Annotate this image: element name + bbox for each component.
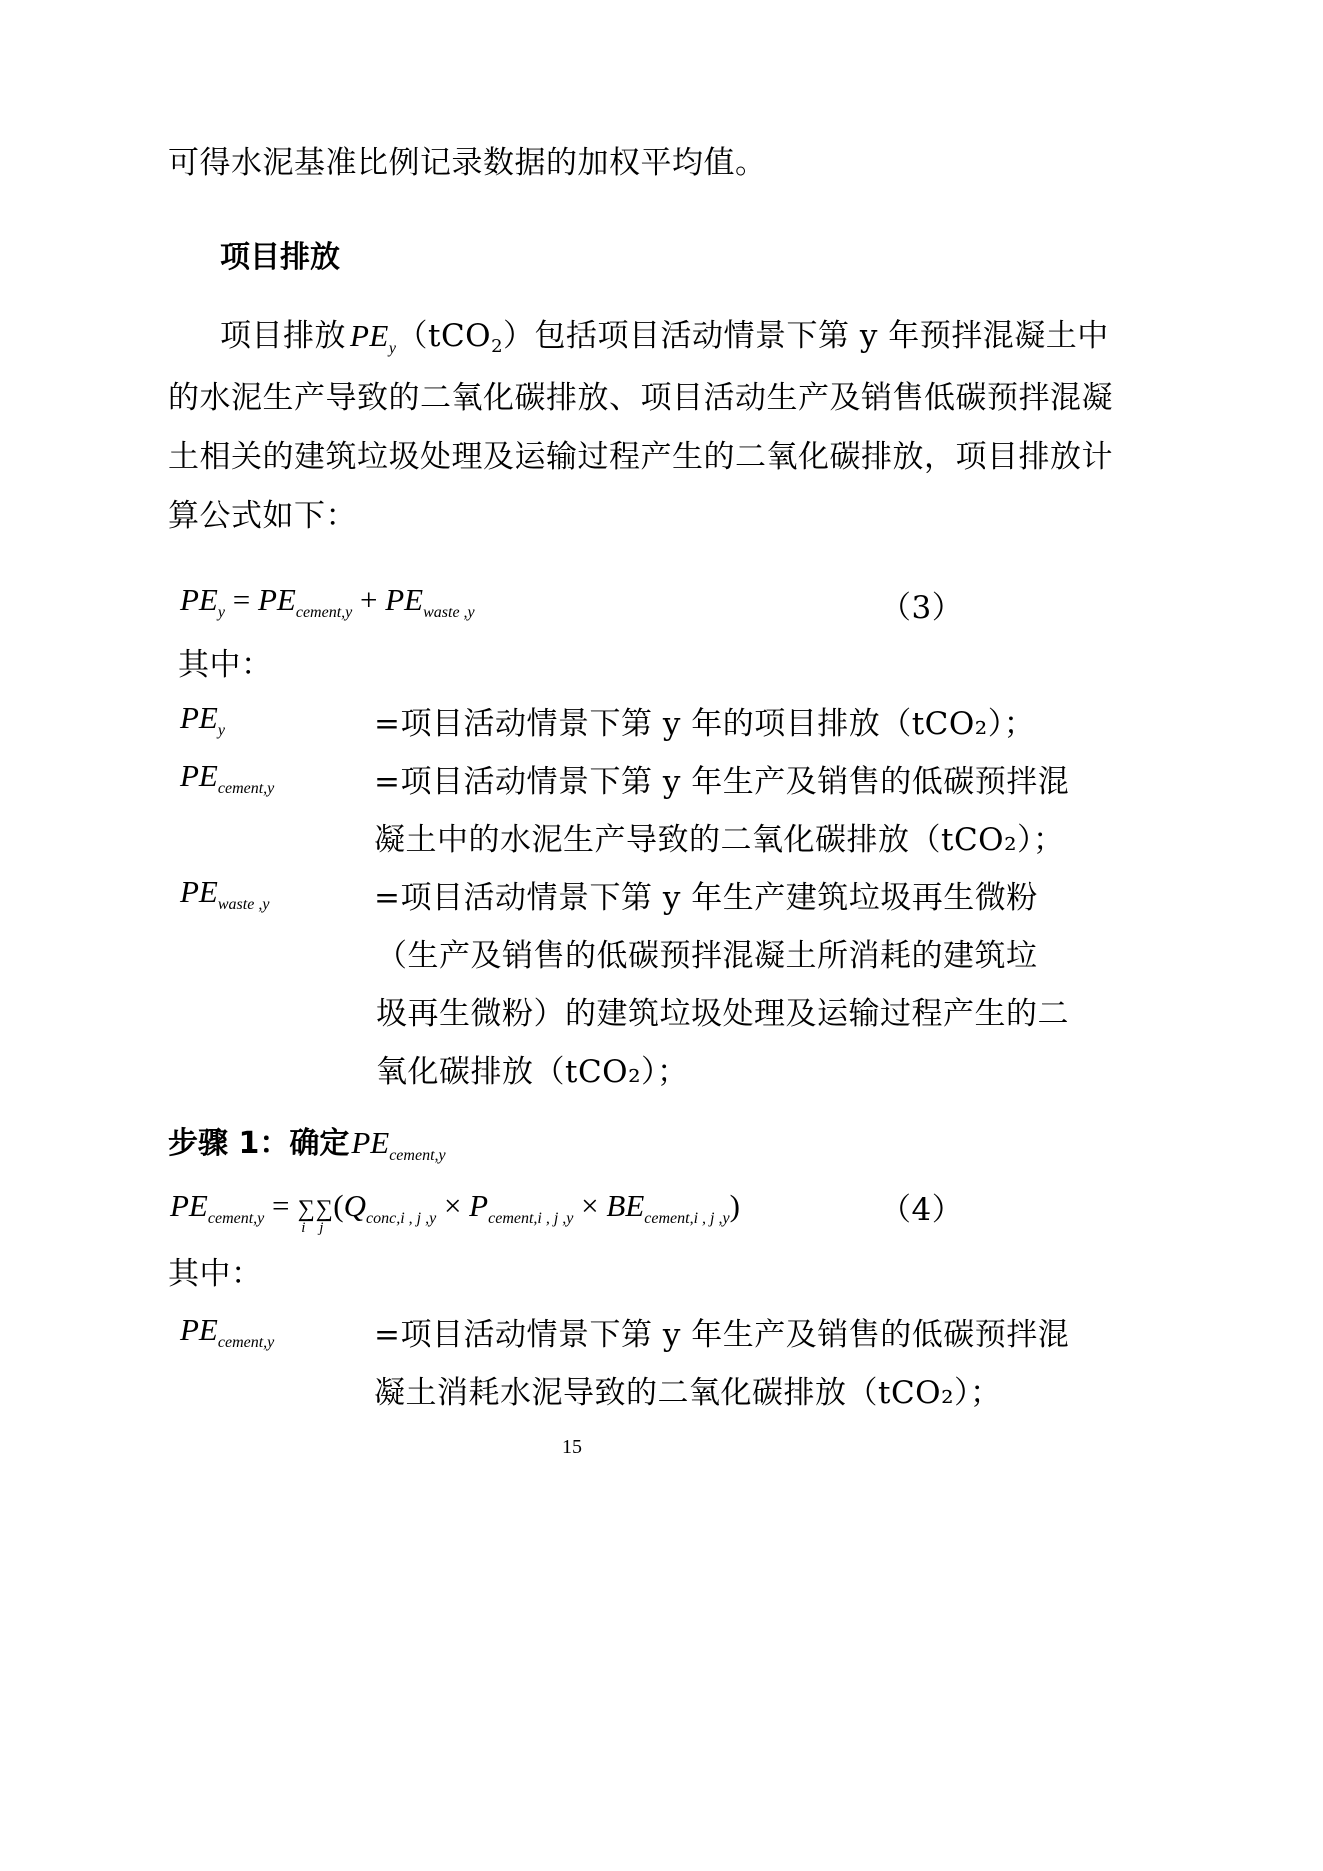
intro-line-4: 算公式如下： xyxy=(168,498,357,534)
step-1-heading: 步骤 1：确定$PE_{cement,y}$ xyxy=(168,1125,446,1164)
def2-text-2: 凝土消耗水泥导致的二氧化碳排放（tCO₂）； xyxy=(374,1375,1002,1411)
equation-3: $PE_y = PE_{cement,y} + PE_{waste ,y}$ xyxy=(180,582,475,621)
equation-4-number: （4） xyxy=(880,1192,964,1228)
page-number: 15 xyxy=(562,1436,582,1458)
unit-open: （tCO xyxy=(396,318,492,354)
where-label-1: 其中： xyxy=(178,647,273,683)
def-text-pe-y: =项目活动情景下第 y 年的项目排放（tCO₂）； xyxy=(374,706,1036,742)
def-symbol-pe-cement-2: $PE_{cement,y}$ xyxy=(180,1312,275,1351)
def-text-pe-cement-2: 凝土中的水泥生产导致的二氧化碳排放（tCO₂）； xyxy=(374,822,1065,858)
def-text-pe-cement-1: =项目活动情景下第 y 年生产及销售的低碳预拌混 xyxy=(374,764,1070,800)
sum-symbol-i: ∑ i xyxy=(297,1196,315,1236)
intro-text-rest: ）包括项目活动情景下第 y 年预拌混凝土中 xyxy=(503,318,1109,354)
intro-text: 项目排放 xyxy=(220,318,346,354)
pe-symbol: $PE_y$ xyxy=(350,318,397,357)
section-heading: 项目排放 xyxy=(220,240,340,275)
def-symbol-pe-y: $PE_y$ xyxy=(180,700,225,739)
sum-symbol-j: ∑ j xyxy=(315,1196,333,1236)
def-symbol-pe-cement: $PE_{cement,y}$ xyxy=(180,758,275,797)
def-text-pe-waste-3: 圾再生微粉）的建筑垃圾处理及运输过程产生的二 xyxy=(376,996,1069,1032)
intro-line-2: 的水泥生产导致的二氧化碳排放、项目活动生产及销售低碳预拌混凝 xyxy=(168,380,1113,416)
equation-4: $PE_{cement,y}$ = ∑ i ∑ j $(Q_{conc,i , j ,y} \times P_{cement,i , j ,y} \times BE_{cement,i , j ,y})$ xyxy=(170,1188,740,1236)
equation-3-number: （3） xyxy=(880,590,964,626)
def-text-pe-waste-2: （生产及销售的低碳预拌混凝土所消耗的建筑垃 xyxy=(376,938,1038,974)
def-symbol-pe-waste: $PE_{waste ,y}$ xyxy=(180,874,270,913)
paragraph-continuation: 可得水泥基准比例记录数据的加权平均值。 xyxy=(168,145,767,181)
def-text-pe-waste-4: 氧化碳排放（tCO₂）； xyxy=(376,1054,689,1090)
def2-text-1: =项目活动情景下第 y 年生产及销售的低碳预拌混 xyxy=(374,1317,1070,1353)
intro-line-3: 土相关的建筑垃圾处理及运输过程产生的二氧化碳排放，项目排放计 xyxy=(168,439,1113,475)
def-text-pe-waste-1: =项目活动情景下第 y 年生产建筑垃圾再生微粉 xyxy=(374,880,1038,916)
where-label-2: 其中： xyxy=(168,1256,263,1292)
intro-line-1: 项目排放 $PE_y(tCO2)$包括项目活动情景下第 y 年预拌混凝土中 xyxy=(220,318,1109,357)
